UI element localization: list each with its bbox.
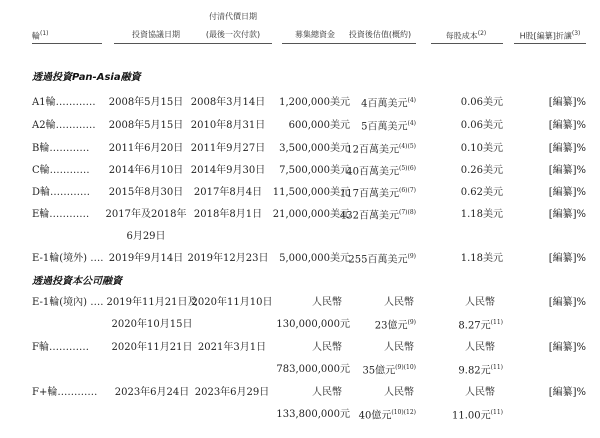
round-label: C輪………… bbox=[32, 165, 90, 176]
round-label: E輪………… bbox=[32, 209, 90, 220]
header-rule bbox=[32, 43, 102, 44]
post-money-valuation: 117百萬美元$^{(6)(7)}$ bbox=[339, 187, 416, 200]
cost-per-share: 0.26美元 bbox=[460, 165, 503, 176]
cost-per-share: 1.18美元 bbox=[460, 209, 503, 220]
payment-date: 2008年3月14日 bbox=[190, 97, 266, 108]
cost-currency: 人民幣 bbox=[465, 387, 495, 398]
valuation-currency: 人民幣 bbox=[384, 297, 414, 308]
header-agreement-date: 投資協議日期 bbox=[132, 30, 180, 39]
round-label: F+輪………… bbox=[32, 387, 98, 398]
valuation-currency: 人民幣 bbox=[384, 342, 414, 353]
total-raised: 11,500,000美元 bbox=[272, 187, 350, 198]
payment-date: 2010年8月31日 bbox=[190, 120, 266, 131]
payment-date: 2020年11月10日 bbox=[191, 297, 273, 308]
h-share-discount: [編纂]% bbox=[548, 253, 586, 264]
cost-per-share: 8.27元$^{(11)}$ bbox=[458, 319, 503, 332]
post-money-valuation: 432百萬美元$^{(7)(8)}$ bbox=[339, 209, 416, 222]
h-share-discount: [編纂]% bbox=[548, 97, 586, 108]
cost-per-share: 1.18美元 bbox=[460, 253, 503, 264]
header-round: 輪$^{(1)}$ bbox=[32, 30, 49, 41]
total-raised: 130,000,000元 bbox=[276, 319, 350, 330]
h-share-discount: [編纂]% bbox=[548, 187, 586, 198]
total-raised: 1,200,000美元 bbox=[279, 97, 350, 108]
cost-per-share: 0.06美元 bbox=[460, 97, 503, 108]
payment-date: 2018年8月1日 bbox=[193, 209, 263, 220]
agreement-date: 2019年11月21日及 bbox=[106, 297, 198, 308]
agreement-date: 2011年6月20日 bbox=[108, 143, 184, 154]
h-share-discount: [編纂]% bbox=[548, 209, 586, 220]
h-share-discount: [編纂]% bbox=[548, 342, 586, 353]
agreement-date: 2019年9月14日 bbox=[108, 253, 184, 264]
total-currency: 人民幣 bbox=[312, 387, 342, 398]
round-label: E-1輪(境外) …. bbox=[32, 253, 104, 264]
total-currency: 人民幣 bbox=[312, 297, 342, 308]
round-label: D輪………… bbox=[32, 187, 91, 198]
round-label: A1輪………… bbox=[32, 97, 96, 108]
post-money-valuation: 5百萬美元$^{(4)}$ bbox=[361, 120, 416, 133]
cost-per-share: 11.00元$^{(11)}$ bbox=[452, 409, 503, 422]
header-payment-date-note: (最後一次付款) bbox=[205, 30, 261, 39]
agreement-date: 2008年5月15日 bbox=[108, 97, 184, 108]
h-share-discount: [編纂]% bbox=[548, 297, 586, 308]
post-money-valuation: 35億元$^{(9)(10)}$ bbox=[362, 364, 416, 377]
header-rule bbox=[343, 43, 416, 44]
header-rule bbox=[431, 43, 503, 44]
header-total-raised: 募集總資金 bbox=[295, 30, 335, 39]
cost-currency: 人民幣 bbox=[465, 342, 495, 353]
payment-date: 2019年12月23日 bbox=[187, 253, 269, 264]
round-label: F輪………… bbox=[32, 342, 89, 353]
round-label: E-1輪(境內) …. bbox=[32, 297, 104, 308]
cost-per-share: 0.10美元 bbox=[460, 143, 503, 154]
h-share-discount: [編纂]% bbox=[548, 120, 586, 131]
total-raised: 783,000,000元 bbox=[276, 364, 350, 375]
h-share-discount: [編纂]% bbox=[548, 387, 586, 398]
post-money-valuation: 40百萬美元$^{(5)(6)}$ bbox=[346, 165, 416, 178]
header-payment-date: 付清代價日期 bbox=[209, 12, 257, 21]
total-raised: 5,000,000美元 bbox=[279, 253, 350, 264]
cost-per-share: 9.82元$^{(11)}$ bbox=[458, 364, 503, 377]
payment-date: 2011年9月27日 bbox=[190, 143, 266, 154]
payment-date: 2014年9月30日 bbox=[190, 165, 266, 176]
post-money-valuation: 4百萬美元$^{(4)}$ bbox=[361, 97, 416, 110]
round-label: A2輪………… bbox=[32, 120, 96, 131]
post-money-valuation: 255百萬美元$^{(9)}$ bbox=[348, 253, 416, 266]
cost-currency: 人民幣 bbox=[465, 297, 495, 308]
total-currency: 人民幣 bbox=[312, 342, 342, 353]
header-rule bbox=[514, 43, 586, 44]
h-share-discount: [編纂]% bbox=[548, 165, 586, 176]
total-raised: 133,800,000元 bbox=[276, 409, 350, 420]
header-rule bbox=[114, 43, 198, 44]
header-rule bbox=[196, 43, 272, 44]
agreement-date: 2015年8月30日 bbox=[108, 187, 184, 198]
payment-date: 2023年6月29日 bbox=[194, 387, 270, 398]
agreement-date-cont: 2020年10月15日 bbox=[111, 319, 193, 330]
section-title-company: 透過投資本公司融資 bbox=[32, 276, 122, 287]
agreement-date: 2023年6月24日 bbox=[114, 387, 190, 398]
agreement-date-cont: 6月29日 bbox=[126, 231, 166, 242]
cost-per-share: 0.06美元 bbox=[460, 120, 503, 131]
total-raised: 600,000美元 bbox=[288, 120, 350, 131]
payment-date: 2021年3月1日 bbox=[197, 342, 267, 353]
valuation-currency: 人民幣 bbox=[384, 387, 414, 398]
agreement-date: 2008年5月15日 bbox=[108, 120, 184, 131]
agreement-date: 2020年11月21日 bbox=[111, 342, 193, 353]
header-post-money: 投資後估值(概約) bbox=[348, 30, 412, 39]
post-money-valuation: 12百萬美元$^{(4)(5)}$ bbox=[346, 143, 416, 156]
post-money-valuation: 23億元$^{(9)}$ bbox=[374, 319, 416, 332]
section-title-pan-asia: 透過投資Pan-Asia融資 bbox=[32, 72, 141, 83]
total-raised: 7,500,000美元 bbox=[279, 165, 350, 176]
round-label: B輪………… bbox=[32, 143, 90, 154]
post-money-valuation: 40億元$^{(10)(12)}$ bbox=[358, 409, 416, 422]
total-raised: 21,000,000美元 bbox=[272, 209, 350, 220]
agreement-date: 2014年6月10日 bbox=[108, 165, 184, 176]
h-share-discount: [編纂]% bbox=[548, 143, 586, 154]
header-rule bbox=[282, 43, 350, 44]
header-cost-per-share: 每股成本$^{(2)}$ bbox=[445, 30, 487, 41]
cost-per-share: 0.62美元 bbox=[460, 187, 503, 198]
agreement-date: 2017年及2018年 bbox=[105, 209, 187, 220]
header-discount: H股[編纂]折讓$^{(3)}$ bbox=[519, 30, 581, 41]
total-raised: 3,500,000美元 bbox=[279, 143, 350, 154]
payment-date: 2017年8月4日 bbox=[193, 187, 263, 198]
